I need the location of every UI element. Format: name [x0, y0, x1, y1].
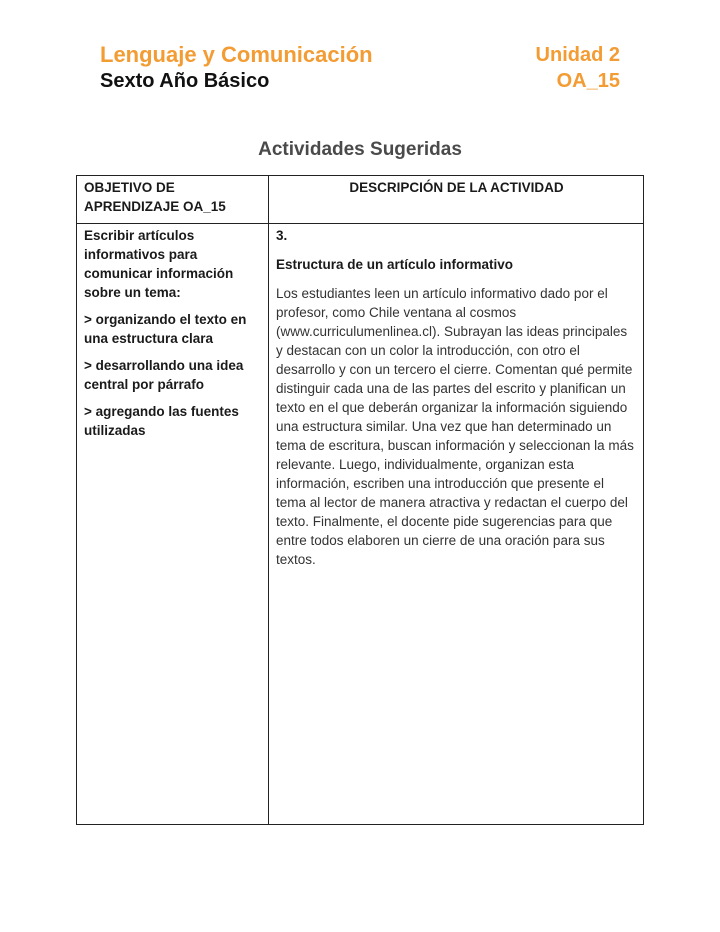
- table-row: [77, 224, 644, 825]
- section-title: Actividades Sugeridas: [258, 139, 462, 160]
- objective-header: OBJETIVO DE APRENDIZAJE OA_15: [77, 176, 269, 224]
- objective-cell: [77, 224, 269, 825]
- oa-label: OA_15: [556, 70, 620, 92]
- activity-title: Estructura de un artículo informativo: [276, 257, 514, 272]
- objective-item: > organizando el texto en una estructura clara: [84, 312, 247, 346]
- header-left: [100, 42, 373, 94]
- objective-item: > desarrollando una idea central por párrafo: [84, 358, 244, 392]
- objective-intro: Escribir artículos informativos para comunicar información sobre un tema:: [84, 228, 234, 300]
- page-header: [100, 42, 620, 98]
- description-cell: [269, 224, 644, 825]
- activities-table: [76, 175, 644, 825]
- activity-number: 3.: [276, 228, 288, 243]
- grade-title: Sexto Año Básico: [100, 70, 270, 92]
- description-header: DESCRIPCIÓN DE LA ACTIVIDAD: [269, 176, 644, 224]
- subject-title: Lenguaje y Comunicación: [100, 42, 373, 67]
- objective-item: > agregando las fuentes utilizadas: [84, 404, 239, 438]
- header-right: [536, 42, 620, 94]
- unit-label: Unidad 2: [535, 44, 620, 66]
- activity-body: Los estudiantes leen un artículo informativo dado por el profesor, como Chile ventana al cosmos (www.curriculumenlinea.cl). Subrayan las ideas principales y destacan con un color la introducción, con otro el desarrollo y con un tercero el cierre. Comentan qué permite distinguir cada una de las partes del escrito y planifican un texto en el que deberán organizar la información siguiendo una estructura similar. Una vez que han determinado un tema de escritura, buscan información y seleccionan la más relevante. Luego, individualmente, organizan esta información, escriben una introducción que presente el tema al lector de manera atractiva y redactan el cuerpo del texto. Finalmente, el docente pide sugerencias para que entre todos elaboren un cierre de una oración para sus textos.: [276, 286, 634, 567]
- table-header-row: [77, 176, 644, 224]
